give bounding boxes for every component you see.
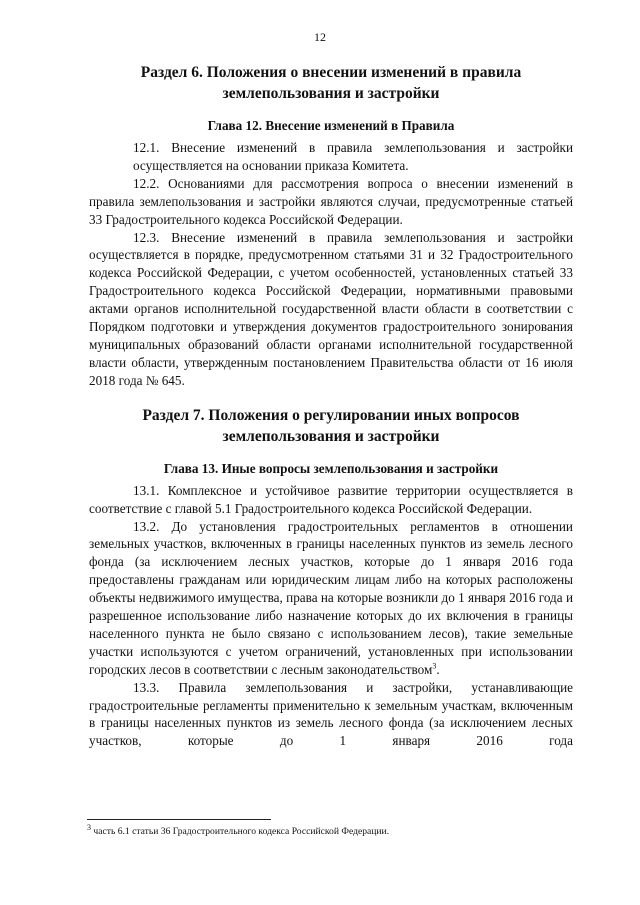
paragraph-12-3 [89,229,573,390]
paragraph-12-1 [89,139,573,175]
paragraph-number: 12.3. [133,229,160,245]
paragraph-text: Основаниями для рассмотрения вопроса о внесении изменений в правила землепользования и застройки являются случаи, предусмотренные статьей 33 Градостроительного кодекса Российской Федерации. [89,175,574,227]
paragraph-text: Правила землепользования и застройки, устанавливающие градостроительные регламенты применительно к земельным участкам, включенным в границы населенных пунктов из земель лесного фонда (за исключением лесных участков, которые до 1 января 2016 года [89,679,574,749]
section-6-title [89,62,573,104]
paragraph-13-2 [89,518,573,679]
paragraph-13-1 [89,482,573,518]
paragraph-text: Внесение изменений в правила землепользования и застройки осуществляется на основании приказа Комитета. [133,140,574,173]
footnote-divider [87,819,271,820]
paragraph-number: 13.3. [133,679,160,695]
section-title-line: землепользования и застройки [222,85,440,102]
footnote-reference[interactable]: 3 [432,661,437,671]
chapter-13-title: Глава 13. Иные вопросы землепользования и застройки [163,460,499,476]
section-title-line: Раздел 6. Положения о внесении изменений в правила [140,64,522,81]
paragraph-12-2 [89,175,573,229]
paragraph-number: 13.2. [133,518,160,534]
paragraph-text: До установления градостроительных регламентов в отношении земельных участков, включенных в границы населенных пунктов из земель лесного фонда (за исключением лесных участков, которые до 1 января 2016 года предоставлены гражданам или юридическим лицам либо на которых расположены объекты недвижимого имущества, права на которые возникли до 1 января 2016 года и разрешенное использование либо назначение которых до их включения в границы населенного пункта не было связано с использованием лесов), такие земельные участки используются с учетом ограничений, установленных при использовании городских лесов в соответствии с лесным законодательством [89,518,573,677]
paragraph-13-3 [89,679,573,751]
section-title-line: землепользования и застройки [222,427,440,445]
footnote-marker: 3 [87,822,91,832]
paragraph-number: 12.2. [133,175,160,191]
section-7-title [89,405,573,447]
paragraph-number: 13.1. [133,482,160,498]
paragraph-number: 12.1. [133,140,160,155]
chapter-12-title: Глава 12. Внесение изменений в Правила [207,118,455,133]
page-number: 12 [314,30,326,44]
paragraph-text: Внесение изменений в правила землепользования и застройки осуществляется в порядке, предусмотренном статьями 31 и 32 Градостроительного кодекса Российской Федерации, с учетом особенностей, установленных статьей 33 Градостроительного кодекса Российской Федерации, нормативными правовыми актами органов исполнительной государственной власти области в соответствии с Порядком подготовки и утверждения документов градостроительного зонирования муниципальных образований области органами исполнительной государственной власти области, утвержденным постановлением Правительства области от 16 июля 2018 года № 645. [89,229,574,388]
paragraph-text: Комплексное и устойчивое развитие территории осуществляется в соответствие с главой 5.1 Градостроительного кодекса Российской Федерации. [89,482,573,516]
page-content [89,62,573,750]
section-title-line: Раздел 7. Положения о регулировании иных вопросов [142,406,520,424]
footnote-text: часть 6.1 статьи 36 Градостроительного кодекса Российской Федерации. [93,826,390,837]
footnote [87,822,571,838]
paragraph-tail: . [436,661,440,677]
